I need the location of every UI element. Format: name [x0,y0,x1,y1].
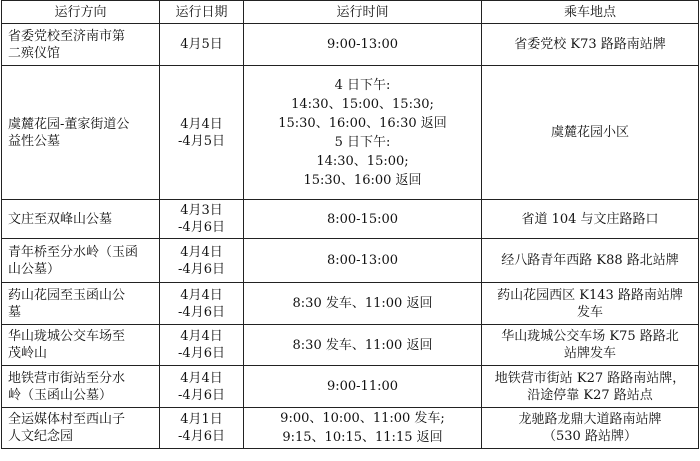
place-line: 发车 [576,304,603,320]
place-line: 地铁营市街站 K27 路路南站牌， [494,370,686,386]
table-row [2,325,699,366]
route-cell [2,325,160,366]
date-cell [160,200,244,239]
date-line: -4月6日 [178,304,225,320]
route-line: 岭（玉函山公墓） [8,387,113,403]
route-line: 药山花园至玉函山公 [8,287,126,303]
route-cell [2,239,160,283]
date-cell [160,366,244,408]
time-line: 8:30 发车、11:00 返回 [292,337,433,353]
route-cell [2,366,160,408]
route-cell [2,283,160,325]
place-cell [482,408,699,449]
time-cell [244,66,482,200]
date-line: -4月5日 [178,133,225,149]
table-row [2,366,699,408]
route-cell [2,24,160,66]
route-line: 文庄至双峰山公墓 [8,211,113,227]
time-line: 9:00、10:00、11:00 发车; [280,411,445,426]
header-date: 运行日期 [160,1,244,24]
date-cell [160,239,244,283]
time-cell [244,408,482,449]
date-line: -4月6日 [178,220,225,235]
date-line: 4月4日 [180,370,223,386]
bus-schedule-table [1,0,699,449]
place-cell [482,239,699,283]
place-line: 站牌发车 [563,346,616,361]
time-line: 4 日下午: [334,77,391,93]
header-time: 运行时间 [244,1,482,24]
route-line: 地铁营市街站至分水 [8,370,126,386]
header-route: 运行方向 [2,1,160,24]
place-line: 虞麓花园小区 [550,125,629,140]
route-line: 茂岭山 [8,346,48,361]
route-line: 益性公墓 [8,133,61,149]
date-cell [160,283,244,325]
date-line: -4月6日 [178,387,225,403]
time-cell [244,325,482,366]
place-line: 龙驰路龙鼎大道路南站牌 [518,412,662,427]
place-line: 省道 104 与文庄路路口 [521,211,659,227]
date-line: 4月4日 [180,287,223,303]
route-line: 二殡仪馆 [8,45,61,61]
header-place: 乘车地点 [482,1,699,24]
date-line: 4月4日 [180,116,223,132]
date-line: -4月6日 [178,261,225,277]
time-cell [244,24,482,66]
place-line: 华山珑城公交车场 K75 路路北 [501,329,679,344]
time-line: 9:15、10:15、11:15 返回 [282,430,443,445]
time-line: 14:30、15:00、15:30; [291,96,434,112]
place-line: 沿途停靠 K27 路站点 [527,387,653,403]
date-line: 4月5日 [180,37,223,52]
place-cell [482,366,699,408]
route-line: 人文纪念园 [8,429,74,444]
route-cell [2,408,160,449]
time-line: 14:30、15:00; [316,153,409,169]
route-line: 青年桥至分水岭（玉函 [8,244,139,260]
place-line: （530 路站牌） [543,429,637,444]
time-cell [244,200,482,239]
date-line: 4月4日 [180,244,223,260]
place-cell [482,200,699,239]
route-line: 华山珑城公交车场至 [8,329,126,344]
table-row [2,408,699,449]
time-line: 9:00-11:00 [326,379,399,394]
place-cell [482,24,699,66]
table-row [2,24,699,66]
date-cell [160,66,244,200]
time-line: 15:30、16:00、16:30 返回 [278,115,447,131]
time-cell [244,239,482,283]
place-line: 经八路青年西路 K88 路北站牌 [501,253,679,268]
date-line: -4月6日 [178,429,225,444]
time-cell [244,283,482,325]
date-cell [160,325,244,366]
date-line: 4月3日 [180,203,223,218]
table-row [2,283,699,325]
time-line: 15:30、16:00 返回 [303,172,422,188]
route-line: 墓 [8,304,22,320]
route-cell [2,200,160,239]
time-line: 8:00-15:00 [326,211,399,227]
place-cell [482,283,699,325]
route-line: 山公墓） [8,261,61,277]
route-line: 虞麓花园-董家街道公 [8,116,130,132]
table-row [2,200,699,239]
route-cell [2,66,160,200]
date-line: 4月4日 [180,329,223,344]
place-line: 药山花园西区 K143 路路南站牌 [497,287,683,303]
place-line: 省委党校 K73 路路南站牌 [514,37,666,52]
time-line: 8:30 发车、11:00 返回 [292,296,433,311]
table-row [2,239,699,283]
date-line: 4月1日 [180,412,223,427]
date-cell [160,24,244,66]
time-line: 8:00-13:00 [326,253,399,268]
time-line: 9:00-13:00 [326,37,399,52]
time-line: 5 日下午: [334,134,391,150]
date-cell [160,408,244,449]
time-cell [244,366,482,408]
place-cell [482,66,699,200]
table-row [2,66,699,200]
table-header-row [2,1,699,24]
place-cell [482,325,699,366]
route-line: 省委党校至济南市第 [8,28,126,44]
route-line: 全运媒体村至西山子 [8,412,126,427]
date-line: -4月6日 [178,346,225,361]
